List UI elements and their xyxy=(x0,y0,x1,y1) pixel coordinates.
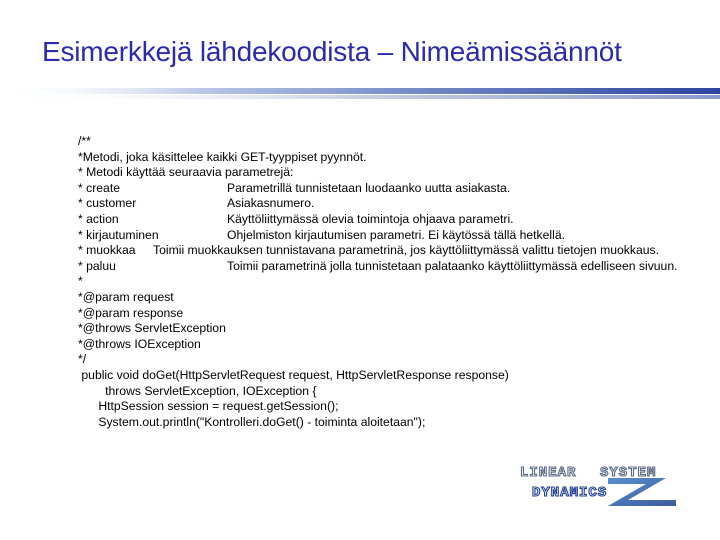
logo-text-dynamics: DYNAMICS xyxy=(532,485,608,501)
code-line xyxy=(78,384,718,400)
code-line xyxy=(78,150,718,166)
param-name: * action xyxy=(78,211,119,226)
code-line xyxy=(78,274,718,290)
code-text: *@param response xyxy=(78,305,184,320)
param-name: * kirjautuminen xyxy=(78,227,159,242)
logo-text-system: SYSTEM xyxy=(600,465,657,481)
logo-text-linear: LINEAR xyxy=(520,465,577,481)
slide-title: Esimerkkejä lähdekoodista – Nimeämissäännöt xyxy=(42,36,622,67)
code-line xyxy=(78,259,718,275)
code-line xyxy=(78,352,718,368)
param-description: Toimii muokkauksen tunnistavana parametrinä, jos käyttöliittymässä valittu tietojen muokkaus. xyxy=(153,243,660,258)
title-underline xyxy=(0,86,720,102)
param-description: Käyttöliittymässä olevia toimintoja ohjaava parametri. xyxy=(227,211,514,226)
code-text: throws ServletException, IOException { xyxy=(78,383,317,398)
param-name: * create xyxy=(78,180,121,195)
linear-system-dynamics-logo xyxy=(516,460,686,508)
code-text: System.out.println("Kontrolleri.doGet() - toiminta aloitetaan"); xyxy=(78,414,426,429)
code-text: * xyxy=(78,274,83,289)
param-name: * paluu xyxy=(78,258,116,273)
code-text: *@throws ServletException xyxy=(78,321,226,336)
code-line xyxy=(78,415,718,431)
code-text: * Metodi käyttää seuraavia parametrejä: xyxy=(78,165,294,180)
code-text: public void doGet(HttpServletRequest request, HttpServletResponse response) xyxy=(78,367,509,382)
code-line xyxy=(78,243,718,259)
param-description: Asiakasnumero. xyxy=(227,196,315,211)
param-description: Toimii parametrinä jolla tunnistetaan palataanko käyttöliittymässä edelliseen sivuun. xyxy=(227,258,678,273)
code-line xyxy=(78,399,718,415)
code-line xyxy=(78,337,718,353)
code-line xyxy=(78,228,718,244)
code-text: *@throws IOException xyxy=(78,336,201,351)
param-name: * customer xyxy=(78,196,137,211)
code-line xyxy=(78,321,718,337)
code-line xyxy=(78,196,718,212)
code-text: *@param request xyxy=(78,289,174,304)
code-block xyxy=(78,134,718,430)
param-description: Parametrillä tunnistetaan luodaanko uutta asiakasta. xyxy=(227,180,511,195)
code-line xyxy=(78,290,718,306)
code-line xyxy=(78,368,718,384)
code-text: HttpSession session = request.getSession(); xyxy=(78,399,339,414)
code-text: /** xyxy=(78,134,91,148)
code-line xyxy=(78,165,718,181)
code-text: *Metodi, joka käsittelee kaikki GET-tyyppiset pyynnöt. xyxy=(78,149,367,164)
code-line xyxy=(78,181,718,197)
code-line xyxy=(78,134,718,150)
param-name: * muokkaa xyxy=(78,243,136,258)
code-line xyxy=(78,212,718,228)
code-line xyxy=(78,306,718,322)
code-text: */ xyxy=(78,352,87,367)
param-description: Ohjelmiston kirjautumisen parametri. Ei käytössä tällä hetkellä. xyxy=(227,227,566,242)
